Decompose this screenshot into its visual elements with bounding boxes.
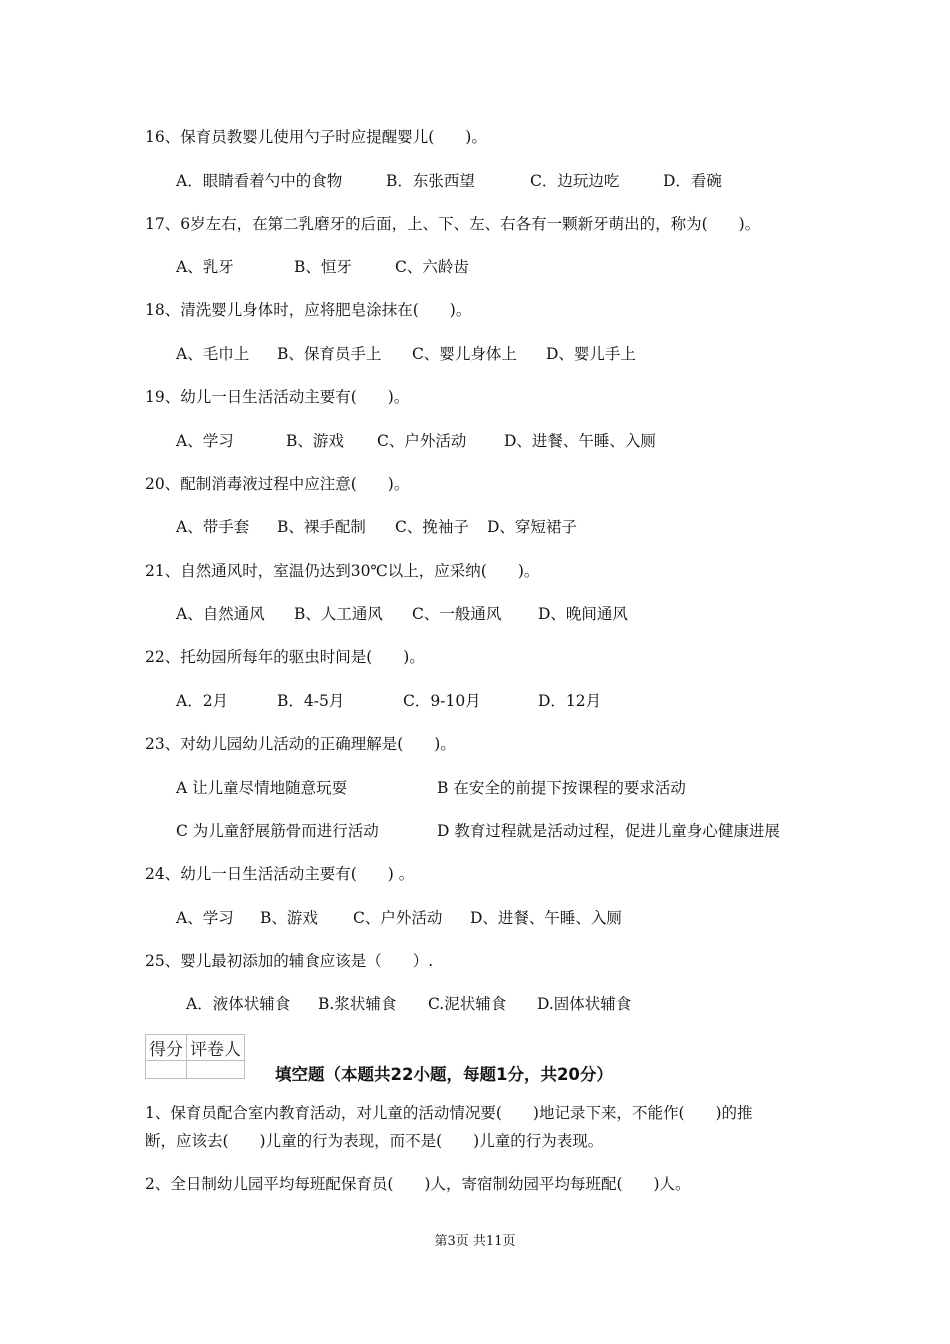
q16-option-d: D．看碗 bbox=[663, 172, 722, 190]
q24-option-b: B、游戏 bbox=[260, 909, 318, 927]
q16-option-b: B．东张西望 bbox=[386, 172, 475, 190]
q18-option-d: D、婴儿手上 bbox=[546, 345, 636, 363]
fill-question-2: 2、全日制幼儿园平均每班配保育员( )人，寄宿制幼园平均每班配( )人。 bbox=[145, 1175, 691, 1193]
q19-option-b: B、游戏 bbox=[286, 432, 344, 450]
reviewer-label: 评卷人 bbox=[187, 1035, 245, 1061]
q20-option-b: B、裸手配制 bbox=[277, 518, 366, 536]
q20-option-a: A、带手套 bbox=[176, 518, 250, 536]
question-21: 21、自然通风时，室温仍达到30℃以上，应采纳( )。 bbox=[145, 562, 540, 580]
question-23: 23、对幼儿园幼儿活动的正确理解是( )。 bbox=[145, 735, 456, 753]
q16-option-c: C．边玩边吃 bbox=[530, 172, 620, 190]
question-19: 19、幼儿一日生活活动主要有( )。 bbox=[145, 388, 410, 406]
score-cell bbox=[146, 1061, 187, 1079]
q22-option-c: C．9-10月 bbox=[403, 692, 481, 710]
question-17: 17、6岁左右，在第二乳磨牙的后面，上、下、左、右各有一颗新牙萌出的，称为( )。 bbox=[145, 215, 761, 233]
question-24: 24、幼儿一日生活活动主要有( ) 。 bbox=[145, 865, 415, 883]
q20-option-d: D、穿短裙子 bbox=[487, 518, 577, 536]
q19-option-c: C、户外活动 bbox=[377, 432, 467, 450]
question-18: 18、清洗婴儿身体时，应将肥皂涂抹在( )。 bbox=[145, 301, 472, 319]
q21-option-b: B、人工通风 bbox=[294, 605, 383, 623]
q24-option-d: D、进餐、午睡、入厕 bbox=[470, 909, 622, 927]
fill-question-1-line-2: 断，应该去( )儿童的行为表现，而不是( )儿童的行为表现。 bbox=[145, 1132, 604, 1150]
q23-option-b: B 在安全的前提下按课程的要求活动 bbox=[437, 779, 686, 797]
q24-option-a: A、学习 bbox=[176, 909, 234, 927]
q17-option-b: B、恒牙 bbox=[294, 258, 352, 276]
q18-option-b: B、保育员手上 bbox=[277, 345, 382, 363]
q19-option-d: D、进餐、午睡、入厕 bbox=[504, 432, 656, 450]
q23-option-d: D 教育过程就是活动过程，促进儿童身心健康进展 bbox=[437, 822, 780, 840]
q25-option-d: D.固体状辅食 bbox=[537, 995, 632, 1013]
q25-option-c: C.泥状辅食 bbox=[428, 995, 507, 1013]
q18-option-c: C、婴儿身体上 bbox=[412, 345, 517, 363]
q18-option-a: A、毛巾上 bbox=[176, 345, 250, 363]
section-title: 填空题（本题共22小题，每题1分，共20分） bbox=[275, 1065, 613, 1084]
q17-option-c: C、六龄齿 bbox=[395, 258, 469, 276]
q22-option-a: A．2月 bbox=[176, 692, 229, 710]
q25-option-b: B.浆状辅食 bbox=[318, 995, 397, 1013]
q23-option-c: C 为儿童舒展筋骨而进行活动 bbox=[176, 822, 379, 840]
q21-option-d: D、晚间通风 bbox=[538, 605, 628, 623]
q17-option-a: A、乳牙 bbox=[176, 258, 234, 276]
q20-option-c: C、挽袖子 bbox=[395, 518, 469, 536]
page-footer: 第3页 共11页 bbox=[434, 1234, 516, 1249]
q24-option-c: C、户外活动 bbox=[353, 909, 443, 927]
q19-option-a: A、学习 bbox=[176, 432, 234, 450]
q23-option-a: A 让儿童尽情地随意玩耍 bbox=[176, 779, 348, 797]
q22-option-b: B．4-5月 bbox=[277, 692, 345, 710]
score-box bbox=[145, 1034, 245, 1079]
q21-option-a: A、自然通风 bbox=[176, 605, 265, 623]
score-label: 得分 bbox=[146, 1035, 187, 1061]
question-25: 25、婴儿最初添加的辅食应该是（ ）. bbox=[145, 952, 434, 970]
q16-option-a: A．眼睛看着勺中的食物 bbox=[176, 172, 343, 190]
q25-option-a: A．液体状辅食 bbox=[186, 995, 291, 1013]
q22-option-d: D．12月 bbox=[538, 692, 602, 710]
reviewer-cell bbox=[187, 1061, 245, 1079]
question-16: 16、保育员教婴儿使用勺子时应提醒婴儿( )。 bbox=[145, 128, 487, 146]
question-20: 20、配制消毒液过程中应注意( )。 bbox=[145, 475, 410, 493]
fill-question-1-line-1: 1、保育员配合室内教育活动，对儿童的活动情况要( )地记录下来，不能作( )的推 bbox=[145, 1104, 753, 1122]
q21-option-c: C、一般通风 bbox=[412, 605, 502, 623]
question-22: 22、托幼园所每年的驱虫时间是( )。 bbox=[145, 648, 425, 666]
